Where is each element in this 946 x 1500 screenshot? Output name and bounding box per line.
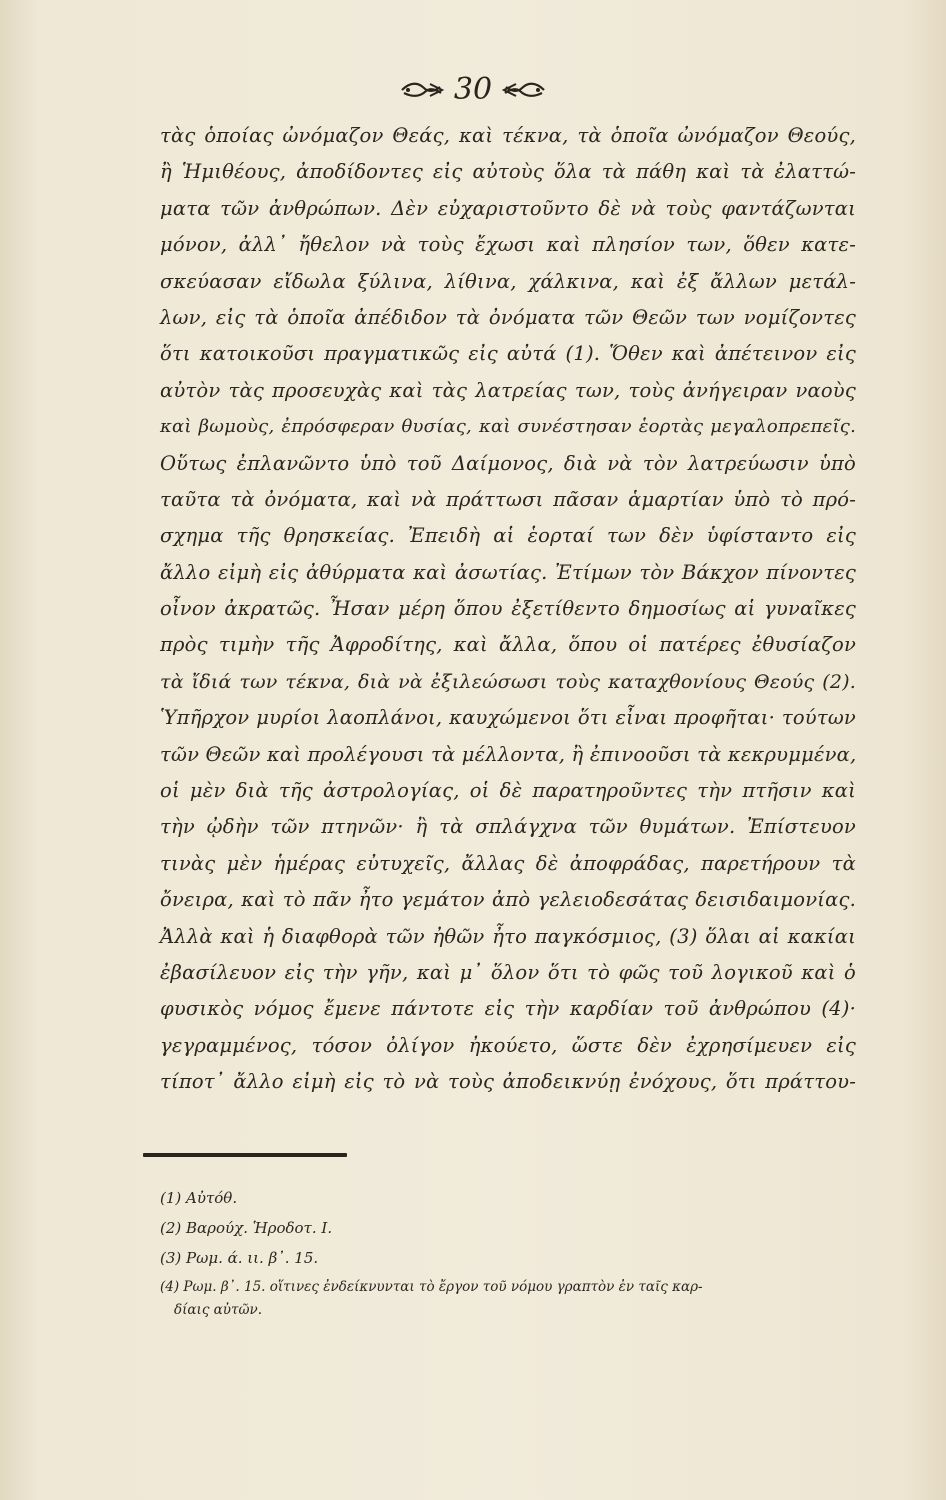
text-line: σχημα τῆς θρησκείας. Ἐπειδὴ αἱ ἑορταί των δὲν ὑφίσταντο εἰς (160, 524, 856, 548)
footnote-3: (3) Ρωμ. ά. ιι. β᾽. 15. (160, 1249, 319, 1267)
text-line: τινὰς μὲν ἡμέρας εὐτυχεῖς, ἄλλας δὲ ἀποφράδας, παρετήρουν τὰ (160, 851, 856, 875)
text-line: γεγραμμένος, τόσον ὀλίγον ἠκούετο, ὥστε δὲν ἐχρησίμευεν εἰς (160, 1033, 856, 1057)
text-line: ταῦτα τὰ ὀνόματα, καὶ νὰ πράττωσι πᾶσαν ἁμαρτίαν ὑπὸ τὸ πρό- (160, 487, 856, 511)
left-ornament-icon (400, 79, 444, 101)
text-line: αὐτὸν τὰς προσευχὰς καὶ τὰς λατρείας των, τοὺς ἀνήγειραν ναοὺς (160, 378, 856, 402)
footnote-2: (2) Βαρούχ. Ἡροδοτ. Ι. (160, 1219, 333, 1237)
text-line: σκεύασαν εἴδωλα ξύλινα, λίθινα, χάλκινα, καὶ ἐξ ἄλλων μετάλ- (160, 269, 856, 293)
right-ornament-icon (502, 79, 546, 101)
text-line: ὄνειρα, καὶ τὸ πᾶν ἦτο γεμάτον ἀπὸ γελειοδεσάτας δεισιδαιμονίας. (160, 888, 856, 912)
text-line: μόνον, ἀλλ᾽ ἤθελον νὰ τοὺς ἔχωσι καὶ πλησίον των, ὅθεν κατε- (160, 233, 856, 257)
text-line: τὴν ᾠδὴν τῶν πτηνῶν· ἢ τὰ σπλάγχνα τῶν θυμάτων. Ἐπίστευον (160, 815, 856, 839)
text-line: τίποτ᾽ ἄλλο εἰμὴ εἰς τὸ νὰ τοὺς ἀποδεικνύῃ ἐνόχους, ὅτι πράττου- (160, 1070, 856, 1094)
text-line: ματα τῶν ἀνθρώπων. Δὲν εὐχαριστοῦντο δὲ νὰ τοὺς φαντάζωνται (160, 196, 856, 220)
page-number: 30 (453, 72, 493, 107)
text-line: τὰς ὁποίας ὠνόμαζον Θεάς, καὶ τέκνα, τὰ ὁποῖα ὠνόμαζον Θεούς, (160, 124, 856, 147)
text-line: λων, εἰς τὰ ὁποῖα ἀπέδιδον τὰ ὀνόματα τῶν Θεῶν των νομίζοντες (160, 305, 856, 329)
text-line: Ἀλλὰ καὶ ἡ διαφθορὰ τῶν ἠθῶν ἦτο παγκόσμιος, (3) ὅλαι αἱ κακίαι (160, 924, 856, 948)
text-line: ἐβασίλευον εἰς τὴν γῆν, καὶ μ᾽ ὅλον ὅτι τὸ φῶς τοῦ λογικοῦ καὶ ὁ (160, 960, 856, 984)
text-line: οἱ μὲν διὰ τῆς ἀστρολογίας, οἱ δὲ παρατηροῦντες τὴν πτῆσιν καὶ (160, 779, 856, 803)
body-text (160, 118, 856, 1101)
footnote-divider (143, 1153, 347, 1157)
text-line: Οὕτως ἐπλανῶντο ὑπὸ τοῦ Δαίμονος, διὰ νὰ τὸν λατρεύωσιν ὑπὸ (160, 451, 856, 475)
footnote-1: (1) Αὐτόθ. (160, 1189, 238, 1207)
text-line: ἄλλο εἰμὴ εἰς ἀθύρματα καὶ ἀσωτίας. Ἐτίμων τὸν Βάκχον πίνοντες (160, 560, 856, 584)
text-line: ὅτι κατοικοῦσι πραγματικῶς εἰς αὐτά (1). Ὅθεν καὶ ἀπέτεινον εἰς (160, 342, 856, 366)
footnote-4: (4) Ρωμ. β᾽. 15. οἵτινες ἐνδείκνυνται τὸ ἔργον τοῦ νόμου γραπτὸν ἐν ταῖς καρ- (160, 1279, 703, 1295)
footnote-4-continuation: δίαις αὐτῶν. (174, 1302, 262, 1318)
page-header (0, 72, 946, 107)
footnotes (160, 1183, 860, 1321)
text-line: ἢ Ἡμιθέους, ἀποδίδοντες εἰς αὐτοὺς ὅλα τὰ πάθη καὶ τὰ ἐλαττώ- (160, 160, 856, 184)
text-line: τὰ ἴδιά των τέκνα, διὰ νὰ ἐξιλεώσωσι τοὺς καταχθονίους Θεούς (2). (160, 670, 856, 693)
text-line: Ὑπῆρχον μυρίοι λαοπλάνοι, καυχώμενοι ὅτι εἶναι προφῆται· τούτων (160, 706, 856, 730)
text-line: φυσικὸς νόμος ἔμενε πάντοτε εἰς τὴν καρδίαν τοῦ ἀνθρώπου (4)· (160, 997, 856, 1021)
text-line: καὶ βωμοὺς, ἐπρόσφεραν θυσίας, καὶ συνέστησαν ἑορτὰς μεγαλοπρεπεῖς. (160, 416, 856, 438)
text-line: οἶνον ἀκρατῶς. Ἦσαν μέρη ὅπου ἐξετίθεντο δημοσίως αἱ γυναῖκες (160, 597, 856, 621)
text-line: πρὸς τιμὴν τῆς Ἀφροδίτης, καὶ ἄλλα, ὅπου οἱ πατέρες ἐθυσίαζον (160, 633, 856, 657)
text-line: τῶν Θεῶν καὶ προλέγουσι τὰ μέλλοντα, ἢ ἐπινοοῦσι τὰ κεκρυμμένα, (160, 742, 857, 766)
